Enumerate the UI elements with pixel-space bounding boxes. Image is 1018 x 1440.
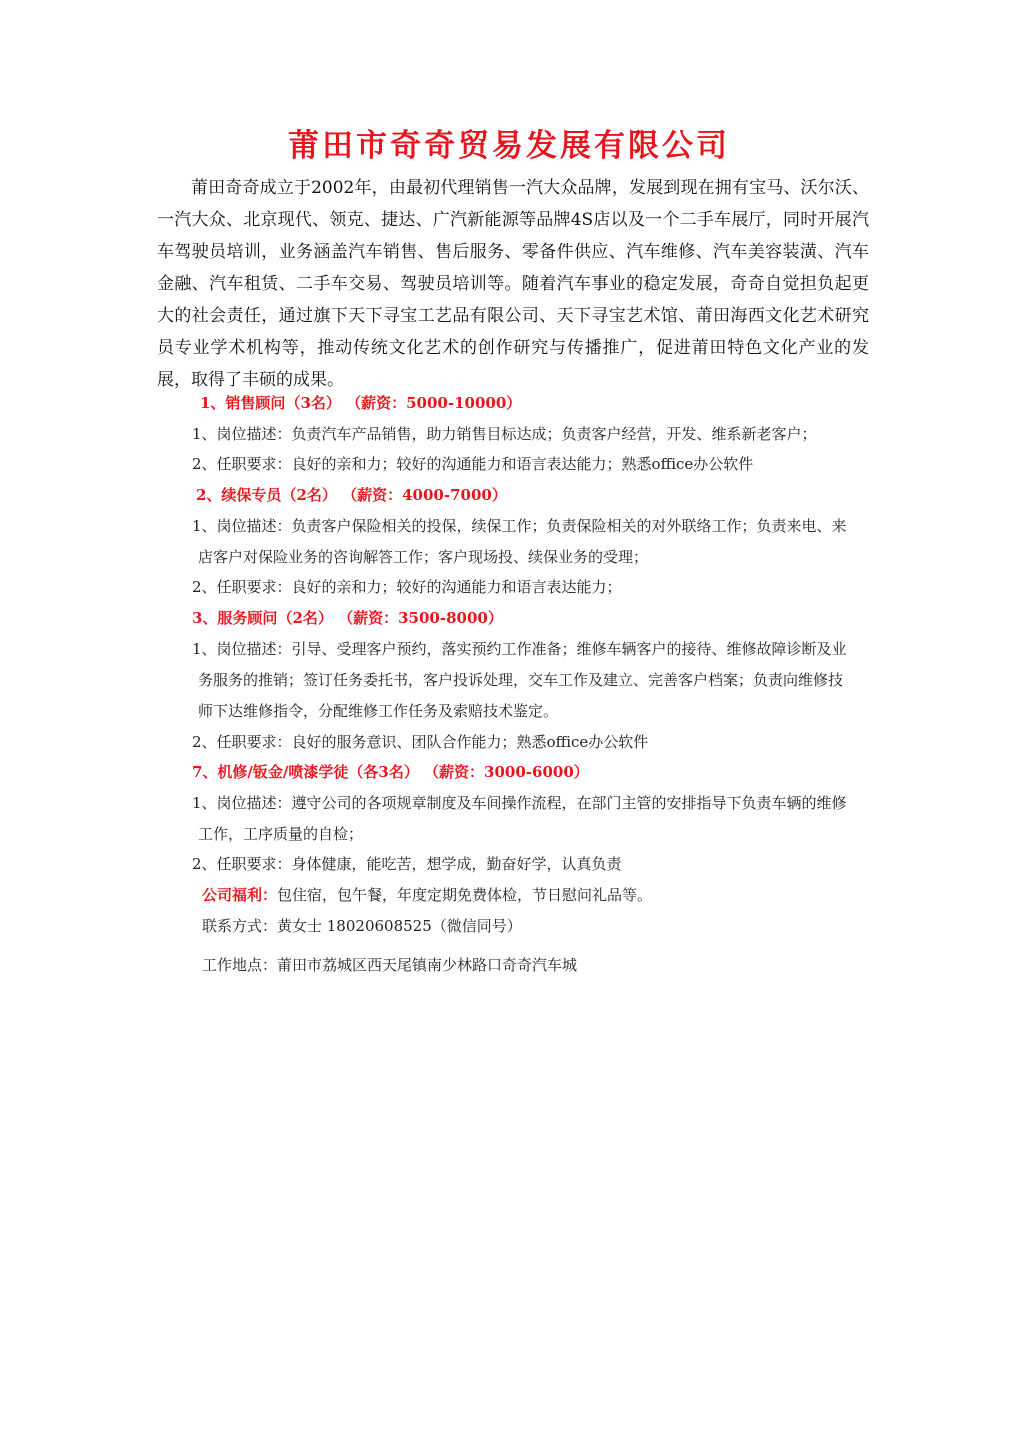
- job-desc-service-cont2: 师下达维修指令，分配维修工作任务及索赔技术鉴定。: [198, 702, 559, 720]
- job-heading-sales: 1、销售顾问（3名） （薪资：5000-10000）: [200, 394, 522, 412]
- job-req-insurance: 2、任职要求：良好的亲和力；较好的沟通能力和语言表达能力；: [192, 578, 622, 596]
- contact-line: 联系方式：黄女士 18020608525（微信同号）: [202, 917, 522, 935]
- company-intro: 莆田奇奇成立于2002年，由最初代理销售一汽大众品牌，发展到现在拥有宝马、沃尔沃、一汽大众、北京现代、领克、捷达、广汽新能源等品牌4S店以及一个二手车展厅，同时开展汽车驾驶员培训，业务涵盖汽车销售、售后服务、零备件供应、汽车维修、汽车美容装潢、汽车金融、汽车租赁、二手车交易、驾驶员培训等。随着汽车事业的稳定发展，奇奇自觉担负起更大的社会责任，通过旗下天下寻宝工艺品有限公司、天下寻宝艺术馆、莆田海西文化艺术研究员专业学术机构等，推动传统文化艺术的创作研究与传播推广，促进莆田特色文化产业的发展，取得了丰硕的成果。: [157, 178, 869, 390]
- company-title: 莆田市奇奇贸易发展有限公司: [288, 128, 730, 164]
- job-req-service: 2、任职要求：良好的服务意识、团队合作能力；熟悉office办公软件: [192, 733, 649, 751]
- job-heading-service: 3、服务顾问（2名） （薪资：3500-8000）: [192, 609, 503, 627]
- benefits-label: 公司福利：: [202, 886, 278, 904]
- job-desc-service-cont1: 务服务的推销；签订任务委托书，客户投诉处理，交车工作及建立、完善客户档案；负责向维修技: [198, 671, 844, 689]
- job-req-sales: 2、任职要求：良好的亲和力；较好的沟通能力和语言表达能力；熟悉office办公软件: [192, 455, 754, 473]
- job-heading-apprentice: 7、机修/钣金/喷漆学徒（各3名） （薪资：3000-6000）: [192, 763, 589, 781]
- job-desc-sales: 1、岗位描述：负责汽车产品销售，助力销售目标达成；负责客户经营，开发、维系新老客户；: [192, 425, 817, 443]
- benefits-text: 包住宿，包午餐，年度定期免费体检，节日慰问礼品等。: [277, 886, 653, 904]
- job-req-apprentice: 2、任职要求：身体健康，能吃苦，想学成，勤奋好学，认真负责: [192, 855, 622, 873]
- benefits-line: [202, 884, 652, 906]
- job-heading-insurance: 2、续保专员（2名） （薪资：4000-7000）: [196, 486, 507, 504]
- job-desc-apprentice: 1、岗位描述：遵守公司的各项规章制度及车间操作流程，在部门主管的安排指导下负责车辆的维修: [192, 794, 847, 812]
- job-desc-insurance-cont: 店客户对保险业务的咨询解答工作；客户现场投、续保业务的受理；: [198, 548, 649, 566]
- job-desc-insurance: 1、岗位描述：负责客户保险相关的投保，续保工作；负责保险相关的对外联络工作；负责来电、来: [192, 517, 847, 535]
- location-line: 工作地点：莆田市荔城区西天尾镇南少林路口奇奇汽车城: [202, 956, 578, 974]
- job-desc-service: 1、岗位描述：引导、受理客户预约，落实预约工作准备；维修车辆客户的接待、维修故障诊断及业: [192, 640, 847, 658]
- job-desc-apprentice-cont: 工作，工序质量的自检；: [198, 825, 364, 843]
